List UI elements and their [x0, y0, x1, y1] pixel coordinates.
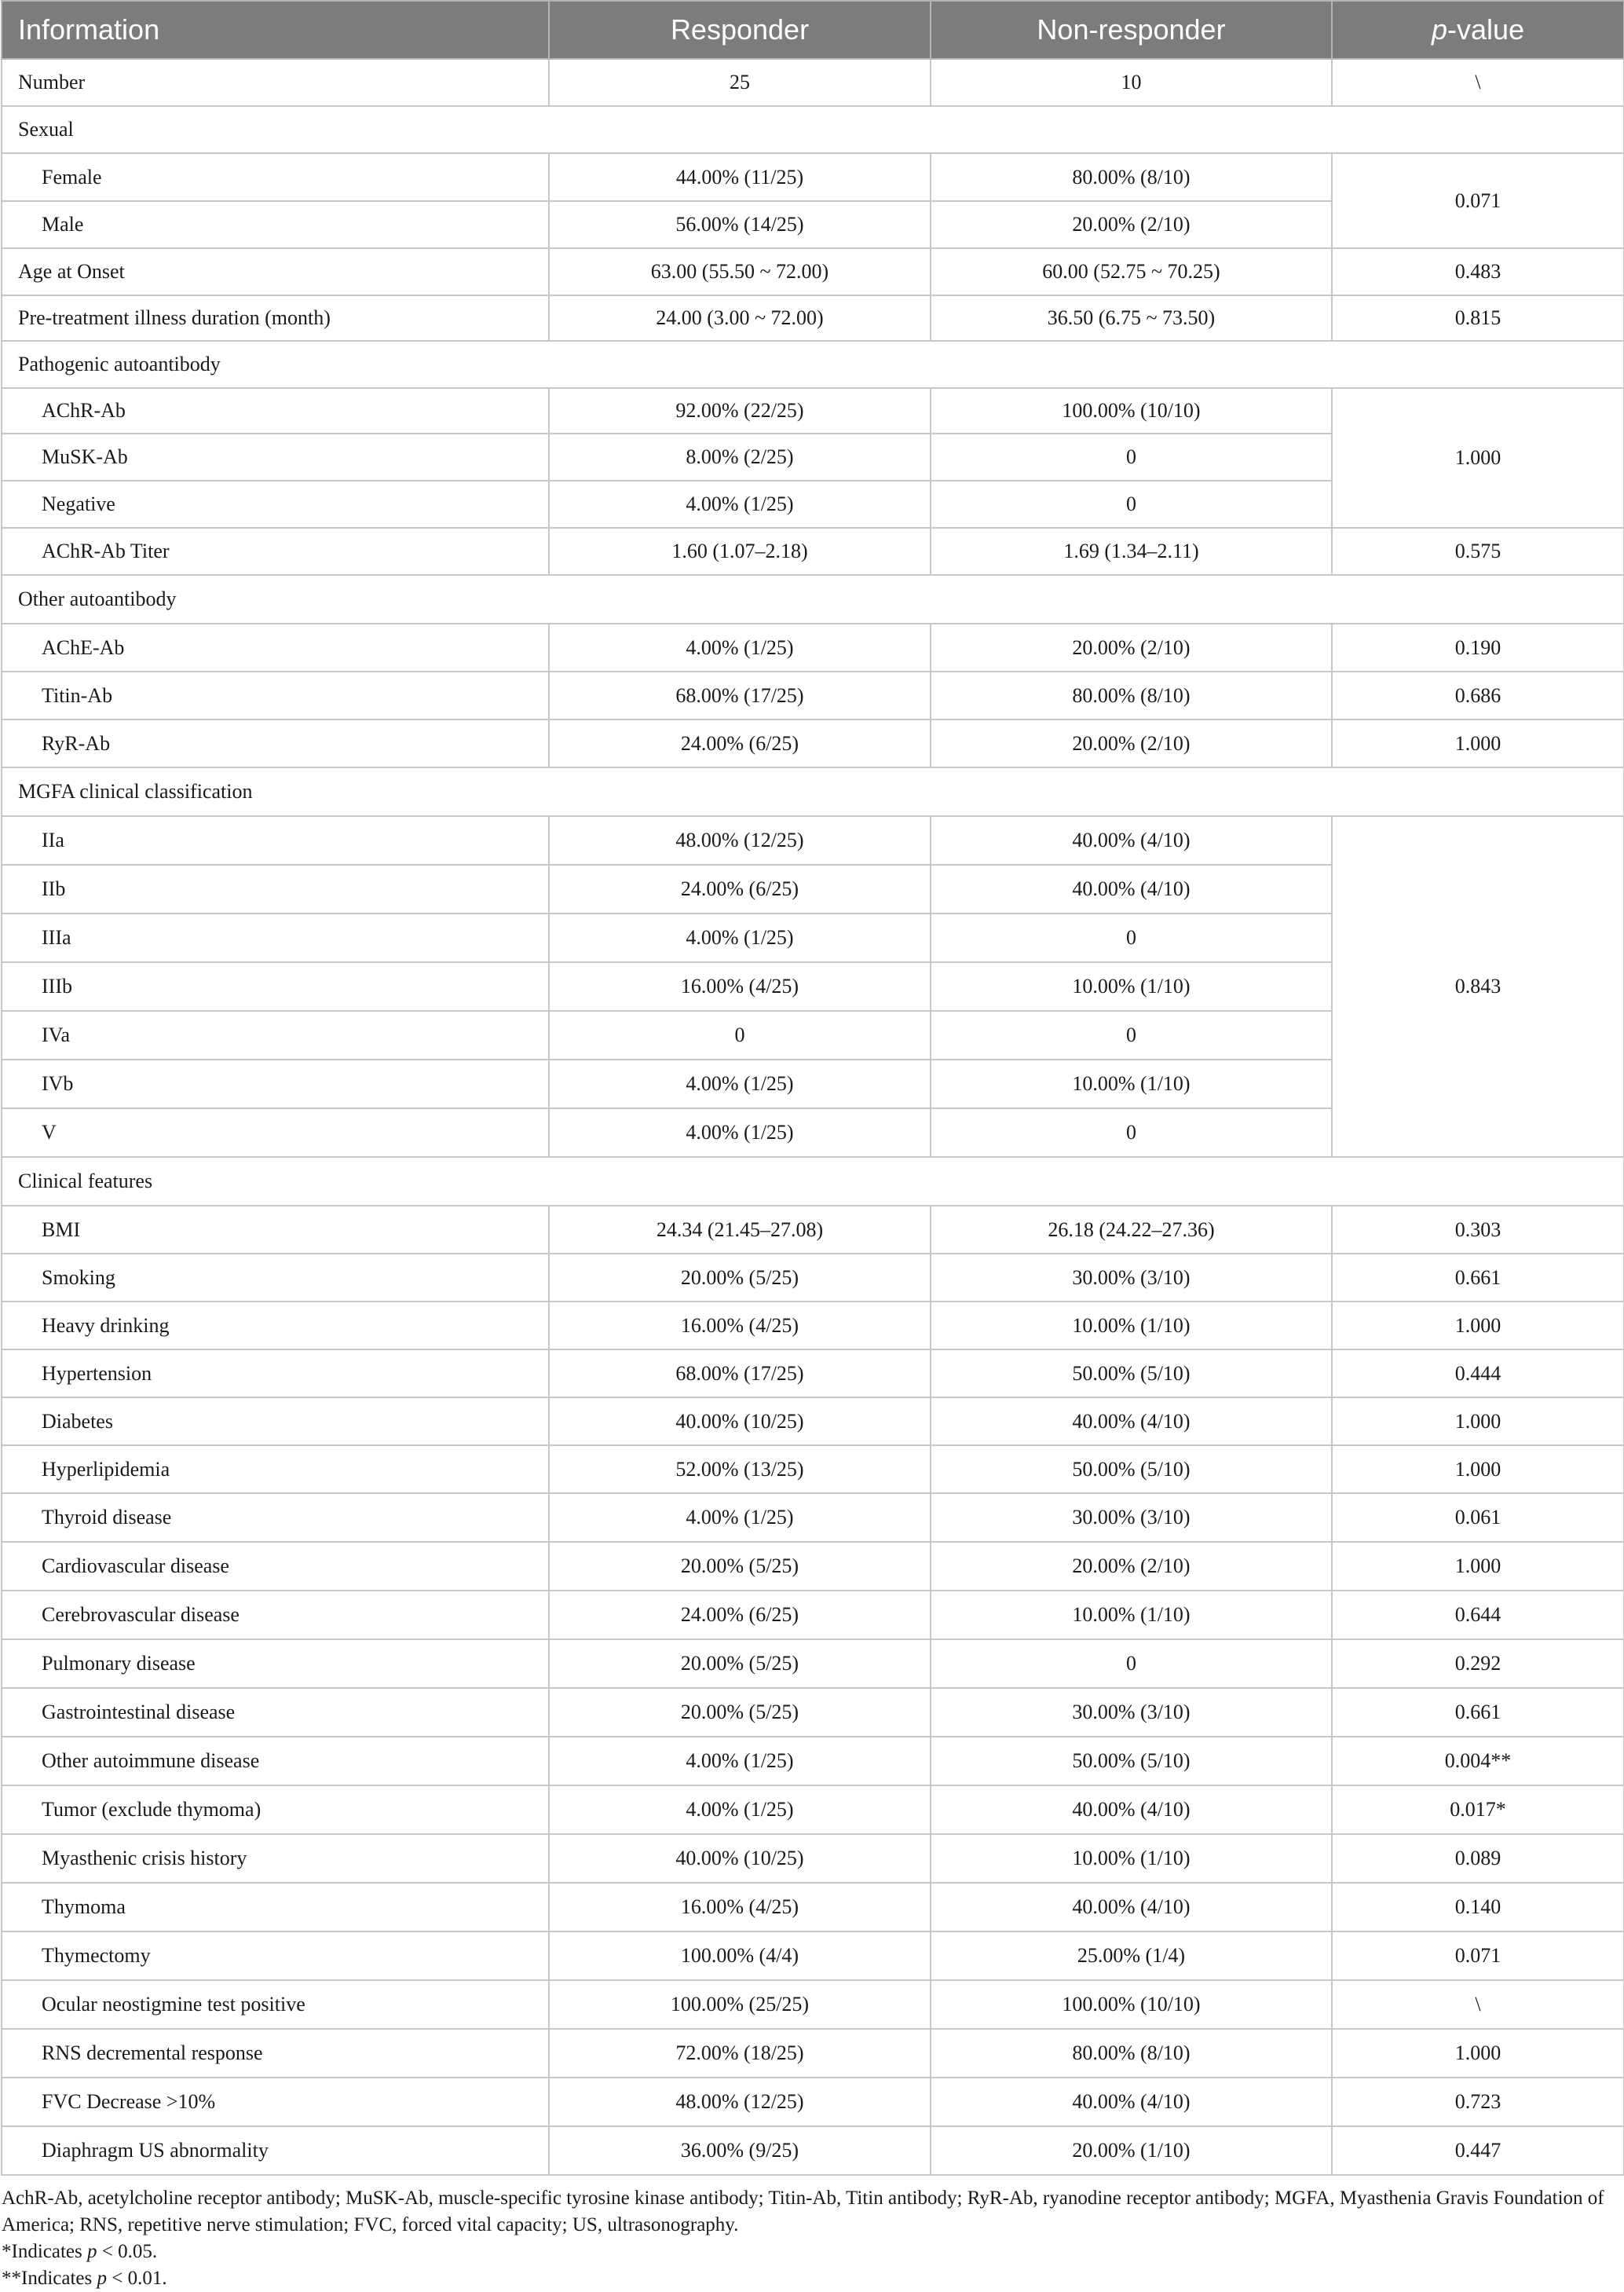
non-responder-value: 30.00% (3/10): [931, 1493, 1332, 1542]
non-responder-value: 100.00% (10/10): [931, 1980, 1332, 2029]
responder-value: 56.00% (14/25): [549, 201, 931, 248]
header-non-responder: Non-responder: [931, 1, 1332, 59]
non-responder-value: 0: [931, 1639, 1332, 1688]
table-row: [2, 1785, 1624, 1834]
group-title-sexual: Sexual: [2, 106, 1624, 153]
responder-value: 16.00% (4/25): [549, 1302, 931, 1349]
non-responder-value: 40.00% (4/10): [931, 2078, 1332, 2126]
row-label: RyR-Ab: [2, 719, 549, 767]
p-value: 0.061: [1332, 1493, 1624, 1542]
responder-value: 24.00% (6/25): [549, 1591, 931, 1639]
responder-value: 4.00% (1/25): [549, 1493, 931, 1542]
group-header-row: [2, 575, 1624, 624]
group-header-row: [2, 767, 1624, 816]
non-responder-value: 20.00% (2/10): [931, 624, 1332, 672]
table-row: [2, 672, 1624, 719]
row-label: Age at Onset: [2, 248, 549, 295]
p-value: 0.190: [1332, 624, 1624, 672]
group-header-row: [2, 341, 1624, 388]
row-label: Thymectomy: [2, 1931, 549, 1980]
footnote-double-star: [0, 2265, 1624, 2292]
table-row: [2, 59, 1624, 106]
table-row: [2, 1980, 1624, 2029]
group-header-row: [2, 106, 1624, 153]
non-responder-value: 20.00% (2/10): [931, 1542, 1332, 1591]
row-label: IIb: [2, 865, 549, 914]
table-row: [2, 1737, 1624, 1785]
row-label: IIIa: [2, 914, 549, 962]
group-title-pathogenic: Pathogenic autoantibody: [2, 341, 1624, 388]
responder-value: 1.60 (1.07–2.18): [549, 528, 931, 575]
p-value: 1.000: [1332, 719, 1624, 767]
table-row: [2, 248, 1624, 295]
non-responder-value: 40.00% (4/10): [931, 1883, 1332, 1931]
table-row: [2, 153, 1624, 201]
table-row: [2, 1931, 1624, 1980]
row-label: IVa: [2, 1011, 549, 1060]
row-label: Myasthenic crisis history: [2, 1834, 549, 1883]
header-p-value: [1332, 1, 1624, 59]
table-row: [2, 1445, 1624, 1493]
table-row: [2, 719, 1624, 767]
responder-value: 16.00% (4/25): [549, 1883, 931, 1931]
table-row: [2, 528, 1624, 575]
non-responder-value: 10: [931, 59, 1332, 106]
header-responder: Responder: [549, 1, 931, 59]
table-row: [2, 1206, 1624, 1254]
p-value: 0.661: [1332, 1688, 1624, 1737]
p-value: 0.447: [1332, 2126, 1624, 2175]
responder-value: 20.00% (5/25): [549, 1542, 931, 1591]
row-label: IIa: [2, 816, 549, 865]
p-value: 1.000: [1332, 1302, 1624, 1349]
row-label: Cardiovascular disease: [2, 1542, 549, 1591]
p-value: 0.661: [1332, 1254, 1624, 1302]
p-value: 0.140: [1332, 1883, 1624, 1931]
p-value: \: [1332, 1980, 1624, 2029]
non-responder-value: 50.00% (5/10): [931, 1349, 1332, 1397]
responder-value: 52.00% (13/25): [549, 1445, 931, 1493]
non-responder-value: 36.50 (6.75 ~ 73.50): [931, 295, 1332, 341]
p-value: 0.723: [1332, 2078, 1624, 2126]
table-row: [2, 1493, 1624, 1542]
table-row: [2, 1397, 1624, 1445]
p-value: 0.644: [1332, 1591, 1624, 1639]
footnote-text: < 0.01.: [106, 2268, 167, 2289]
non-responder-value: 20.00% (1/10): [931, 2126, 1332, 2175]
row-label: Other autoimmune disease: [2, 1737, 549, 1785]
responder-value: 4.00% (1/25): [549, 624, 931, 672]
non-responder-value: 0: [931, 481, 1332, 528]
non-responder-value: 100.00% (10/10): [931, 388, 1332, 434]
row-label: Thyroid disease: [2, 1493, 549, 1542]
responder-value: 4.00% (1/25): [549, 914, 931, 962]
non-responder-value: 40.00% (4/10): [931, 816, 1332, 865]
row-label: Cerebrovascular disease: [2, 1591, 549, 1639]
non-responder-value: 40.00% (4/10): [931, 1397, 1332, 1445]
p-value: 1.000: [1332, 1542, 1624, 1591]
row-label: Ocular neostigmine test positive: [2, 1980, 549, 2029]
table-row: [2, 1542, 1624, 1591]
non-responder-value: 10.00% (1/10): [931, 1834, 1332, 1883]
p-value: 0.004**: [1332, 1737, 1624, 1785]
responder-value: 16.00% (4/25): [549, 962, 931, 1011]
group-title-other-autoantibody: Other autoantibody: [2, 575, 1624, 624]
row-label: AChE-Ab: [2, 624, 549, 672]
p-value: 0.686: [1332, 672, 1624, 719]
responder-value: 4.00% (1/25): [549, 1060, 931, 1108]
footnote-text: **Indicates: [2, 2268, 97, 2289]
row-label: Number: [2, 59, 549, 106]
table-row: [2, 1639, 1624, 1688]
footnote-text: *Indicates: [2, 2241, 87, 2262]
responder-value: 40.00% (10/25): [549, 1397, 931, 1445]
responder-value: 0: [549, 1011, 931, 1060]
non-responder-value: 50.00% (5/10): [931, 1445, 1332, 1493]
header-information: Information: [2, 1, 549, 59]
group-title-mgfa: MGFA clinical classification: [2, 767, 1624, 816]
row-label: Smoking: [2, 1254, 549, 1302]
header-p-italic: p: [1431, 13, 1447, 46]
responder-value: 40.00% (10/25): [549, 1834, 931, 1883]
p-value: 0.444: [1332, 1349, 1624, 1397]
footnote-single-star: [0, 2239, 1624, 2265]
table-row: [2, 1591, 1624, 1639]
table-row: [2, 1254, 1624, 1302]
responder-value: 92.00% (22/25): [549, 388, 931, 434]
row-label: Diabetes: [2, 1397, 549, 1445]
non-responder-value: 20.00% (2/10): [931, 719, 1332, 767]
non-responder-value: 40.00% (4/10): [931, 1785, 1332, 1834]
group-header-row: [2, 1157, 1624, 1206]
row-label: Thymoma: [2, 1883, 549, 1931]
responder-value: 20.00% (5/25): [549, 1639, 931, 1688]
non-responder-value: 30.00% (3/10): [931, 1254, 1332, 1302]
p-value: 0.292: [1332, 1639, 1624, 1688]
row-label: Tumor (exclude thymoma): [2, 1785, 549, 1834]
row-label: IIIb: [2, 962, 549, 1011]
table-row: [2, 2078, 1624, 2126]
row-label: AChR-Ab: [2, 388, 549, 434]
responder-value: 24.00% (6/25): [549, 719, 931, 767]
responder-value: 20.00% (5/25): [549, 1688, 931, 1737]
p-value: 0.089: [1332, 1834, 1624, 1883]
responder-value: 4.00% (1/25): [549, 481, 931, 528]
row-label: Negative: [2, 481, 549, 528]
row-label: MuSK-Ab: [2, 434, 549, 481]
non-responder-value: 10.00% (1/10): [931, 1060, 1332, 1108]
row-label: Male: [2, 201, 549, 248]
responder-value: 63.00 (55.50 ~ 72.00): [549, 248, 931, 295]
p-value: 0.071: [1332, 1931, 1624, 1980]
p-value: 0.843: [1332, 816, 1624, 1157]
non-responder-value: 10.00% (1/10): [931, 962, 1332, 1011]
non-responder-value: 80.00% (8/10): [931, 153, 1332, 201]
non-responder-value: 10.00% (1/10): [931, 1591, 1332, 1639]
non-responder-value: 30.00% (3/10): [931, 1688, 1332, 1737]
non-responder-value: 80.00% (8/10): [931, 2029, 1332, 2078]
table-row: [2, 816, 1624, 865]
responder-value: 48.00% (12/25): [549, 816, 931, 865]
p-value: 0.071: [1332, 153, 1624, 248]
table-row: [2, 2029, 1624, 2078]
responder-value: 68.00% (17/25): [549, 672, 931, 719]
responder-value: 72.00% (18/25): [549, 2029, 931, 2078]
responder-value: 4.00% (1/25): [549, 1785, 931, 1834]
p-value: 0.575: [1332, 528, 1624, 575]
non-responder-value: 20.00% (2/10): [931, 201, 1332, 248]
footnote-p-italic: p: [97, 2268, 107, 2289]
responder-value: 4.00% (1/25): [549, 1737, 931, 1785]
footnote-text: < 0.05.: [97, 2241, 158, 2262]
row-label: Pre-treatment illness duration (month): [2, 295, 549, 341]
p-value: 0.483: [1332, 248, 1624, 295]
row-label: BMI: [2, 1206, 549, 1254]
row-label: Heavy drinking: [2, 1302, 549, 1349]
row-label: Hyperlipidemia: [2, 1445, 549, 1493]
footnote-abbreviations: AchR-Ab, acetylcholine receptor antibody; MuSK-Ab, muscle-specific tyrosine kinase antibody; Titin-Ab, Titin antibody; RyR-Ab, ryanodine receptor antibody; MGFA, Myasthenia Gravis Foundation of America; RNS, repetitive nerve stimulation; FVC, forced vital capacity; US, ultrasonography.: [2, 2188, 1604, 2235]
responder-value: 4.00% (1/25): [549, 1108, 931, 1157]
table-row: [2, 388, 1624, 434]
row-label: Hypertension: [2, 1349, 549, 1397]
responder-value: 8.00% (2/25): [549, 434, 931, 481]
p-value: \: [1332, 59, 1624, 106]
non-responder-value: 50.00% (5/10): [931, 1737, 1332, 1785]
p-value: 0.017*: [1332, 1785, 1624, 1834]
responder-value: 100.00% (25/25): [549, 1980, 931, 2029]
non-responder-value: 60.00 (52.75 ~ 70.25): [931, 248, 1332, 295]
responder-value: 24.00 (3.00 ~ 72.00): [549, 295, 931, 341]
group-title-clinical: Clinical features: [2, 1157, 1624, 1206]
non-responder-value: 0: [931, 434, 1332, 481]
row-label: Diaphragm US abnormality: [2, 2126, 549, 2175]
row-label: Gastrointestinal disease: [2, 1688, 549, 1737]
non-responder-value: 0: [931, 1108, 1332, 1157]
responder-value: 20.00% (5/25): [549, 1254, 931, 1302]
responder-value: 36.00% (9/25): [549, 2126, 931, 2175]
row-label: FVC Decrease >10%: [2, 2078, 549, 2126]
table-row: [2, 295, 1624, 341]
p-value: 1.000: [1332, 2029, 1624, 2078]
footnotes: [0, 2185, 1624, 2292]
non-responder-value: 40.00% (4/10): [931, 865, 1332, 914]
p-value: 0.303: [1332, 1206, 1624, 1254]
row-label: RNS decremental response: [2, 2029, 549, 2078]
row-label: AChR-Ab Titer: [2, 528, 549, 575]
table-row: [2, 624, 1624, 672]
table-header-row: [2, 1, 1624, 59]
row-label: Titin-Ab: [2, 672, 549, 719]
non-responder-value: 26.18 (24.22–27.36): [931, 1206, 1332, 1254]
table-row: [2, 1302, 1624, 1349]
row-label: V: [2, 1108, 549, 1157]
p-value: 1.000: [1332, 1397, 1624, 1445]
comparison-table: [1, 0, 1624, 2176]
table-row: [2, 1883, 1624, 1931]
responder-value: 24.34 (21.45–27.08): [549, 1206, 931, 1254]
table-row: [2, 2126, 1624, 2175]
responder-value: 100.00% (4/4): [549, 1931, 931, 1980]
non-responder-value: 0: [931, 1011, 1332, 1060]
row-label: IVb: [2, 1060, 549, 1108]
table-row: [2, 1834, 1624, 1883]
non-responder-value: 25.00% (1/4): [931, 1931, 1332, 1980]
header-p-rest: -value: [1447, 13, 1525, 46]
non-responder-value: 80.00% (8/10): [931, 672, 1332, 719]
responder-value: 25: [549, 59, 931, 106]
responder-value: 24.00% (6/25): [549, 865, 931, 914]
responder-value: 48.00% (12/25): [549, 2078, 931, 2126]
non-responder-value: 1.69 (1.34–2.11): [931, 528, 1332, 575]
non-responder-value: 0: [931, 914, 1332, 962]
row-label: Female: [2, 153, 549, 201]
p-value: 1.000: [1332, 388, 1624, 528]
row-label: Pulmonary disease: [2, 1639, 549, 1688]
non-responder-value: 10.00% (1/10): [931, 1302, 1332, 1349]
table-row: [2, 1688, 1624, 1737]
p-value: 1.000: [1332, 1445, 1624, 1493]
responder-value: 68.00% (17/25): [549, 1349, 931, 1397]
table-row: [2, 1349, 1624, 1397]
responder-value: 44.00% (11/25): [549, 153, 931, 201]
footnote-p-italic: p: [86, 2241, 97, 2262]
p-value: 0.815: [1332, 295, 1624, 341]
